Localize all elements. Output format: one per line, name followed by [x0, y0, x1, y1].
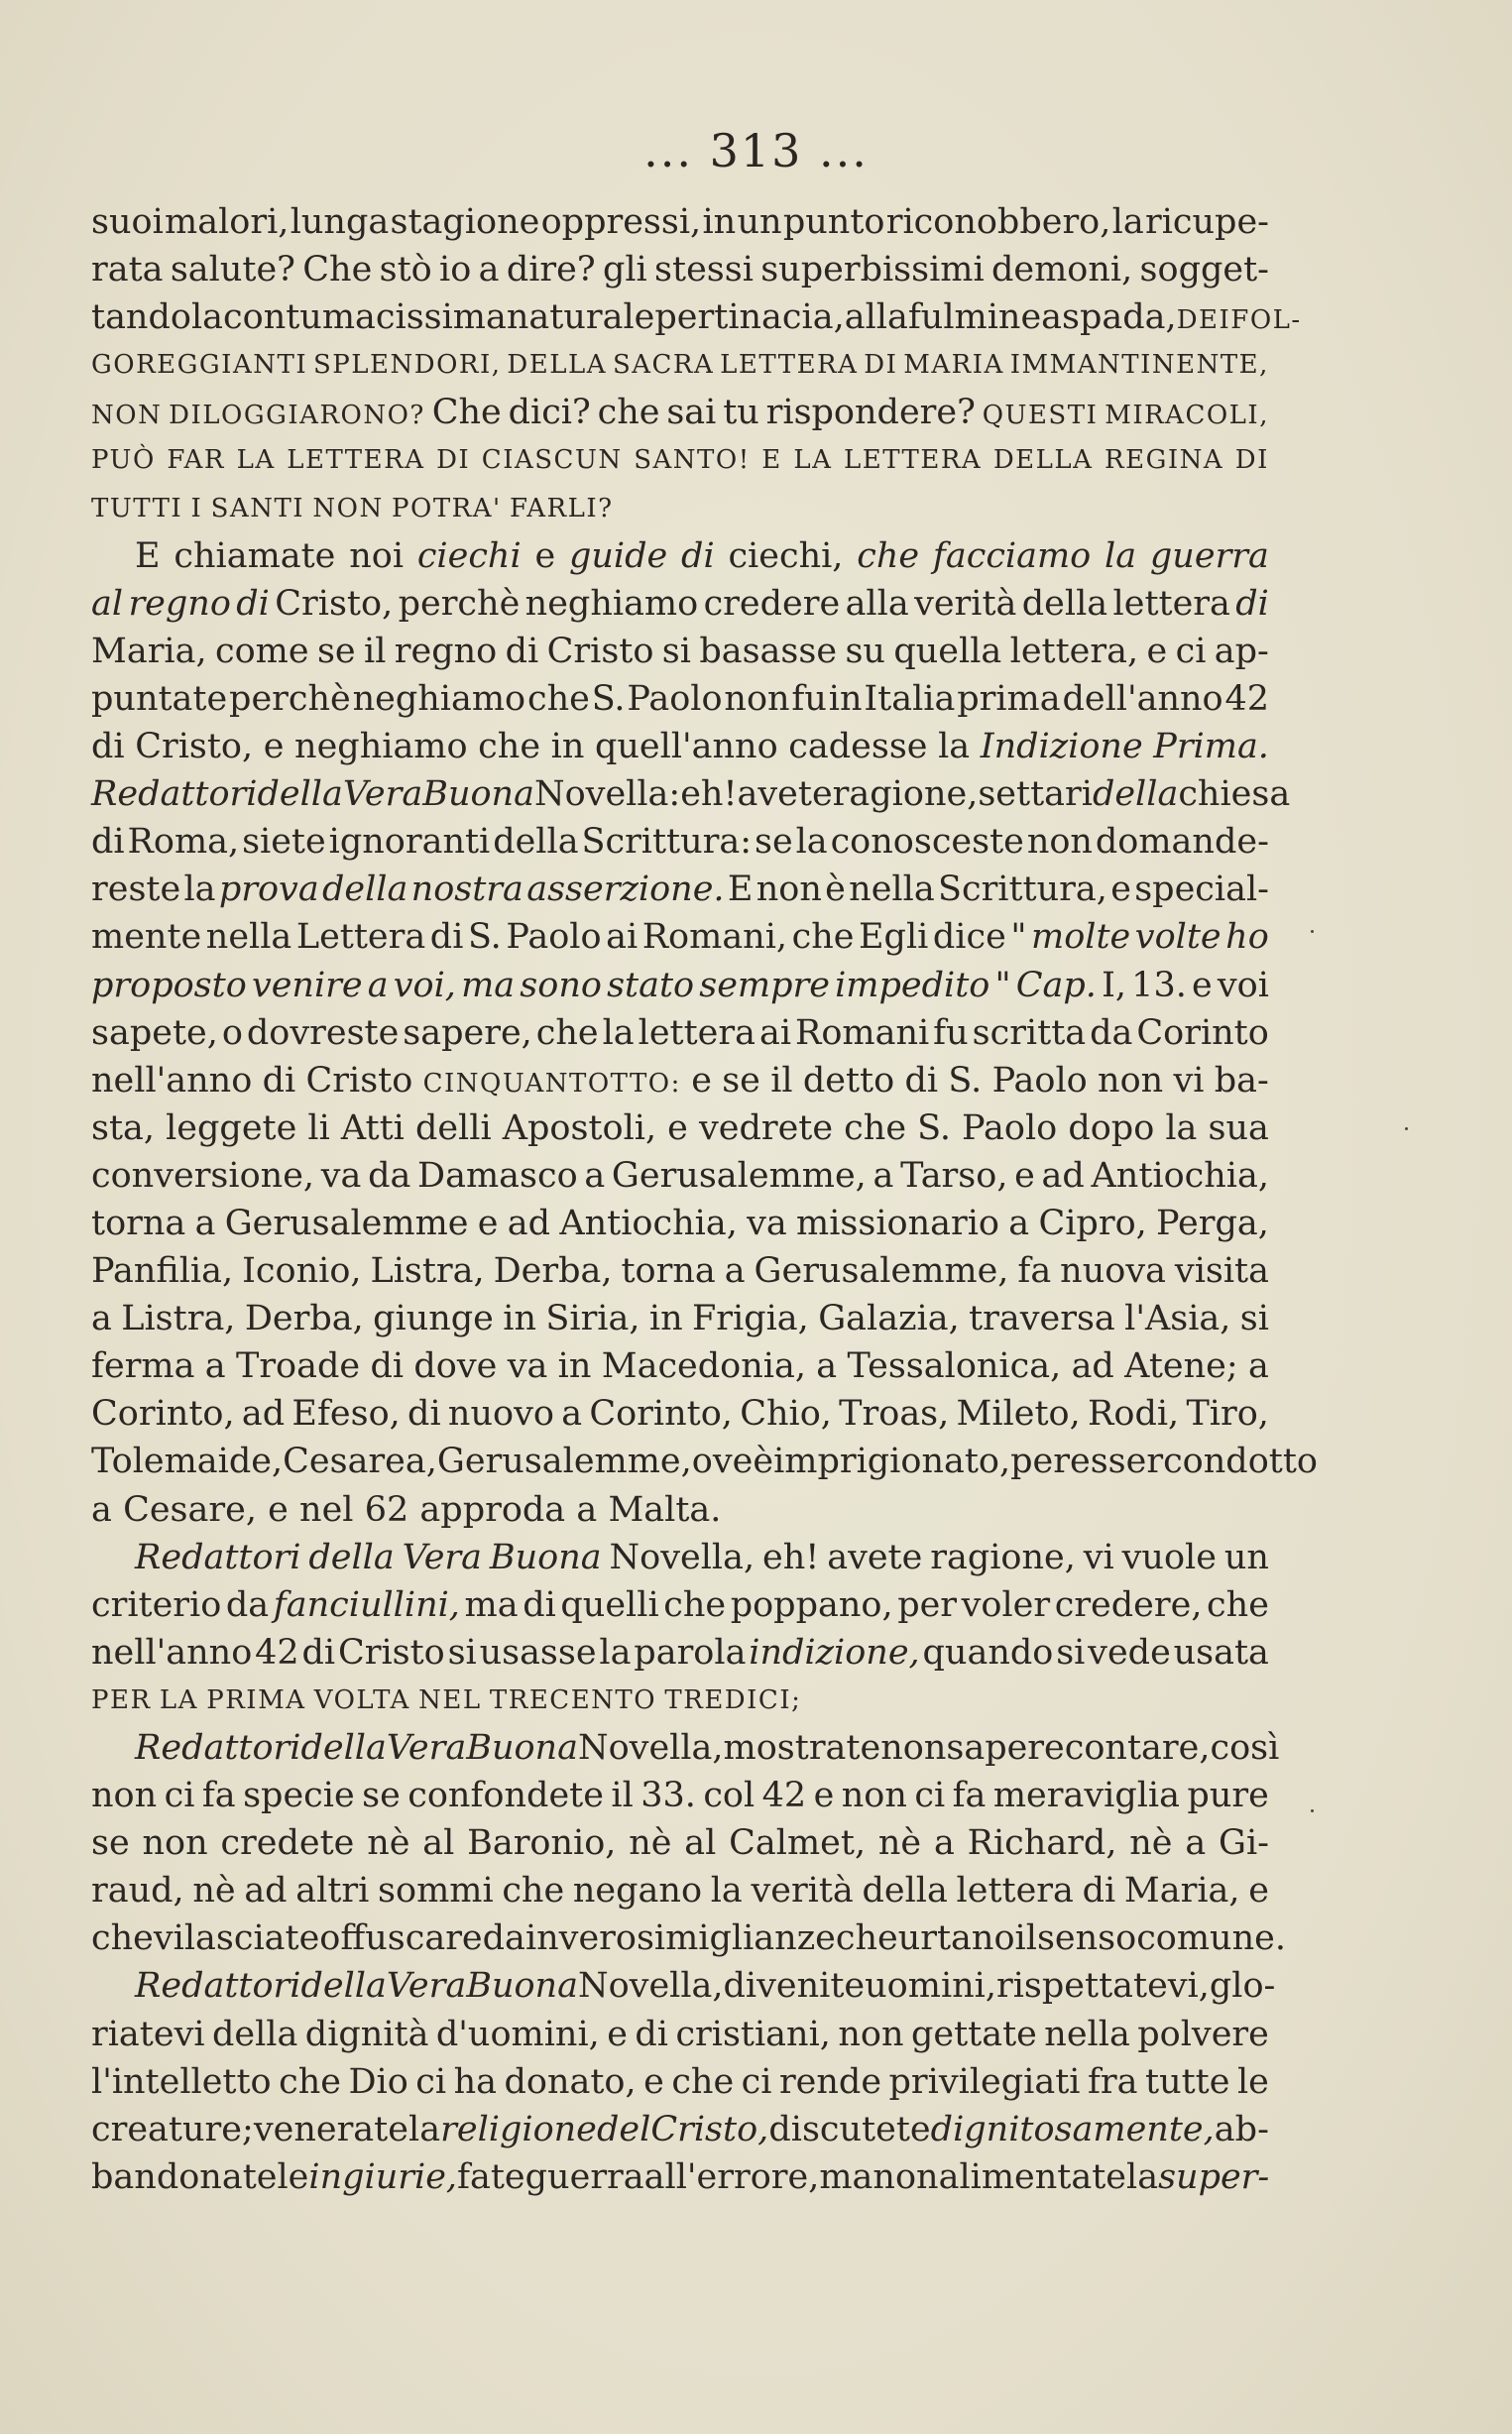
text-line: di Roma, siete ignoranti della Scrittura: se la conosceste non domande- [91, 822, 1269, 863]
text-line: Redattori della Vera Buona Novella, eh! avete ragione, vi vuole un [135, 1537, 1269, 1577]
text-line: puntate perchè neghiamo che S. Paolo non fu in Italia prima dell'anno 42 [91, 678, 1269, 719]
text-line: se non credete nè al Baronio, nè al Calmet, nè a Richard, nè a Gi- [91, 1823, 1269, 1864]
text-line: proposto venire a voi, ma sono stato sempre impedito " Cap. I, 13. e voi [91, 965, 1269, 1005]
text-line: torna a Gerusalemme e ad Antiochia, va missionario a Cipro, Perga, [91, 1203, 1269, 1243]
text-line: riatevi della dignità d'uomini, e di cristiani, non gettate nella polvere [91, 2014, 1269, 2054]
text-line: rata salute? Che stò io a dire? gli stessi superbissimi demoni, sogget- [91, 250, 1269, 290]
text-line: l'intelletto che Dio ci ha donato, e che ci rende privilegiati fra tutte le [91, 2061, 1269, 2102]
text-line: di Cristo, e neghiamo che in quell'anno cadesse la Indizione Prima. [91, 727, 1269, 767]
text-line: sta, leggete li Atti delli Apostoli, e vedrete che S. Paolo dopo la sua [91, 1107, 1269, 1148]
text-line: a Cesare, e nel 62 approda a Malta. [91, 1489, 722, 1530]
text-line: non ci fa specie se confondete il 33. col 42 e non ci fa meraviglia pure [91, 1776, 1269, 1816]
page-number: ... 313 ... [643, 124, 869, 177]
text-line: nell'anno 42 di Cristo si usasse la parola indizione, quando si vede usata [91, 1632, 1269, 1673]
text-line: sapete, o dovreste sapere, che la lettera ai Romani fu scritta da Corinto [91, 1012, 1269, 1053]
body-text [91, 198, 1318, 2201]
ink-speck [1311, 1809, 1314, 1812]
ink-speck [1311, 930, 1314, 933]
text-line: Tolemaide, Cesarea, Gerusalemme, ove è imprigionato, per esser condotto [91, 1442, 1318, 1482]
text-line: nell'anno di Cristo CINQUANTOTTO: e se il detto di S. Paolo non vi ba- [91, 1060, 1269, 1101]
text-line: PUÒ FAR LA LETTERA DI CIASCUN SANTO! E LA LETTERA DELLA REGINA DI [91, 445, 1269, 476]
text-line: che vi lasciate offuscare da inverosimiglianze che urtano il senso comune. [91, 1918, 1286, 1959]
text-line: GOREGGIANTI SPLENDORI, DELLA SACRA LETTERA DI MARIA IMMANTINENTE, [91, 350, 1269, 381]
text-line: ferma a Troade di dove va in Macedonia, a Tessalonica, ad Atene; a [91, 1346, 1269, 1387]
text-line: bandonate le ingiurie, fate guerra all'errore, ma non alimentate la super- [91, 2156, 1270, 2197]
text-line: al regno di Cristo, perchè neghiamo credere alla verità della lettera di [91, 583, 1269, 624]
ink-speck [1405, 1127, 1408, 1130]
text-line: criterio da fanciullini, ma di quelli che poppano, per voler credere, che [91, 1584, 1269, 1625]
text-line: conversione, va da Damasco a Gerusalemme, a Tarso, e ad Antiochia, [91, 1155, 1269, 1196]
text-line: E chiamate noi ciechi e guide di ciechi, che facciamo la guerra [135, 535, 1269, 576]
text-line: mente nella Lettera di S. Paolo ai Romani, che Egli dice " molte volte ho [91, 917, 1269, 958]
text-line: Redattori della Vera Buona Novella: eh! avete ragione, settari della chiesa [91, 774, 1291, 815]
text-line: Corinto, ad Efeso, di nuovo a Corinto, Chio, Troas, Mileto, Rodi, Tiro, [91, 1394, 1269, 1435]
text-line: creature; venerate la religione del Cristo, discutete dignitosamente, ab- [91, 2109, 1269, 2149]
text-line: Redattori della Vera Buona Novella, divenite uomini, rispettatevi, glo- [135, 1966, 1276, 2007]
text-line: tando la contumacissima naturale pertinacia, alla fulminea spada, DEI FOL- [91, 297, 1302, 338]
text-line: NON DILOGGIARONO? Che dici? che sai tu rispondere? QUESTI MIRACOLI, [91, 393, 1269, 433]
text-line: suoi malori, lunga stagione oppressi, in un punto riconobbero, la ricupe- [91, 202, 1269, 242]
text-line: raud, nè ad altri sommi che negano la verità della lettera di Maria, e [91, 1871, 1269, 1912]
text-line: Panfilia, Iconio, Listra, Derba, torna a Gerusalemme, fa nuova visita [91, 1251, 1269, 1292]
text-line: Redattori della Vera Buona Novella, mostrate non sapere contare, così [135, 1728, 1280, 1768]
text-line: a Listra, Derba, giunge in Siria, in Frigia, Galazia, traversa l'Asia, si [91, 1299, 1269, 1339]
text-line: PER LA PRIMA VOLTA NEL TRECENTO TREDICI; [91, 1684, 802, 1715]
text-line: TUTTI I SANTI NON POTRA' FARLI? [91, 493, 614, 523]
text-line: Maria, come se il regno di Cristo si basasse su quella lettera, e ci ap- [91, 631, 1269, 671]
text-line: reste la prova della nostra asserzione. E non è nella Scrittura, e special- [91, 869, 1269, 910]
